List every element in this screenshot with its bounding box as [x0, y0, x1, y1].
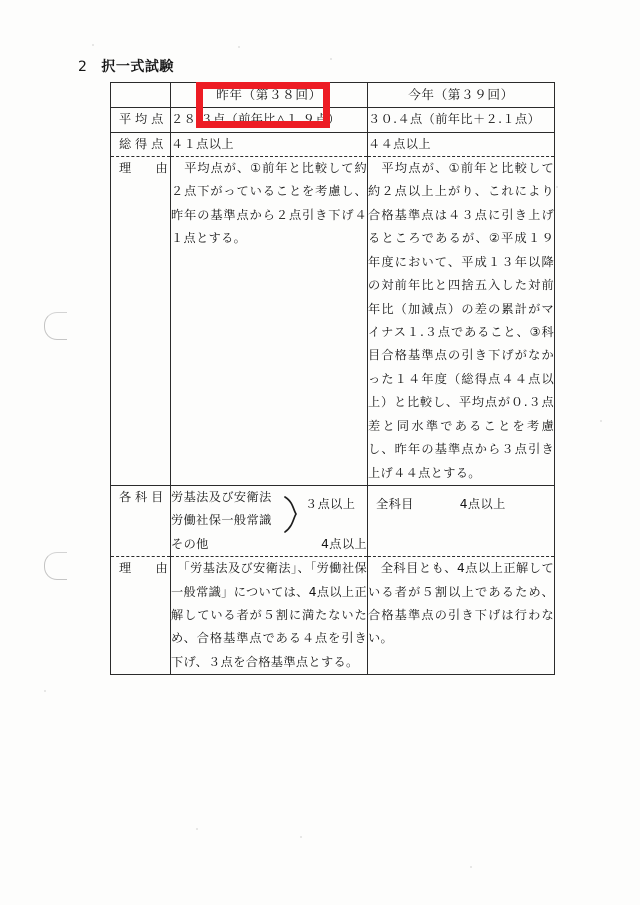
exam-criteria-table [110, 82, 555, 675]
scan-speck [470, 866, 472, 868]
row-label-reason-total: 理 由 [111, 157, 171, 486]
exam-criteria-table-wrapper [110, 82, 554, 675]
cell-average-score-this-year: ３０.４点（前年比＋２.１点） [368, 108, 555, 132]
hole-punch-mark [44, 552, 67, 580]
cell-subjects-this-year [368, 485, 555, 556]
section-number: 2 [78, 59, 88, 75]
subject-name: 労働社保一般常識 [171, 513, 272, 528]
table-row [111, 157, 555, 486]
row-label-reason-subjects: 理 由 [111, 557, 171, 675]
all-subjects-score: 4点以上 [459, 496, 506, 511]
hole-punch-mark [44, 312, 67, 340]
row-label-each-subject: 各 科 目 [111, 485, 171, 556]
subject-score-grouped: ３点以上 [305, 496, 356, 511]
cell-subjects-last-year [171, 485, 368, 556]
cell-reason-subjects-this-year: 全科目とも、4点以上正解している者が５割以上であるため、合格基準点の引き下げは行わない。 [368, 557, 555, 675]
table-row [111, 108, 555, 132]
cell-total-score-last-year: ４１点以上 [171, 132, 368, 156]
subject-line [171, 533, 367, 556]
scan-speck [600, 420, 602, 422]
header-cell-last-year: 昨年（第３８回） [171, 83, 368, 108]
scan-speck [556, 186, 558, 188]
cell-average-score-last-year: ２８.３点（前年比△１.９点） [171, 108, 368, 132]
subject-name: その他 [171, 536, 209, 551]
header-cell-this-year: 今年（第３９回） [368, 83, 555, 108]
all-subjects-line [368, 486, 554, 526]
table-header-row [111, 83, 555, 108]
table-row [111, 485, 555, 556]
all-subjects-label: 全科目 [376, 496, 414, 511]
table-row [111, 132, 555, 156]
scan-speck [196, 828, 198, 830]
scan-speck [300, 836, 302, 838]
cell-reason-subjects-last-year: 「労基法及び安衛法」、「労働社保一般常識」については、4点以上正解している者が５割に満たないため、合格基準点である４点を引き下げ、３点を合格基準点とする。 [171, 557, 368, 675]
section-title: 択一式試験 [101, 59, 174, 75]
scan-speck [92, 44, 94, 46]
scan-speck [330, 58, 332, 60]
cell-total-score-this-year: ４４点以上 [368, 132, 555, 156]
scan-speck [238, 46, 240, 48]
page-title [78, 56, 174, 76]
table-row [111, 557, 555, 675]
header-cell-blank [111, 83, 171, 108]
cell-reason-total-last-year: 平均点が、①前年と比較して約２点下がっていることを考慮し、昨年の基準点から２点引き下げ４１点とする。 [171, 157, 368, 486]
subject-name: 労基法及び安衛法 [171, 489, 272, 504]
row-label-average-score: 平 均 点 [111, 108, 171, 132]
subject-score-other: 4点以上 [321, 536, 367, 551]
scan-speck [44, 690, 46, 692]
row-label-total-score: 総 得 点 [111, 132, 171, 156]
cell-reason-total-this-year: 平均点が、①前年と比較して約２点以上上がり、これにより合格基準点は４３点に引き上げるところであるが、②平成１９年度において、平成１３年以降の対前年比と四捨五入した対前年比（加減点）の差の累計がマイナス１.３点であること、③科目合格基準点の引き下げがなかった１４年度（総得点４４点以上）と比較し、平均点が０.３点差と同水準であることを考慮し、昨年の基準点から３点引き上げ４４点とする。 [368, 157, 555, 486]
